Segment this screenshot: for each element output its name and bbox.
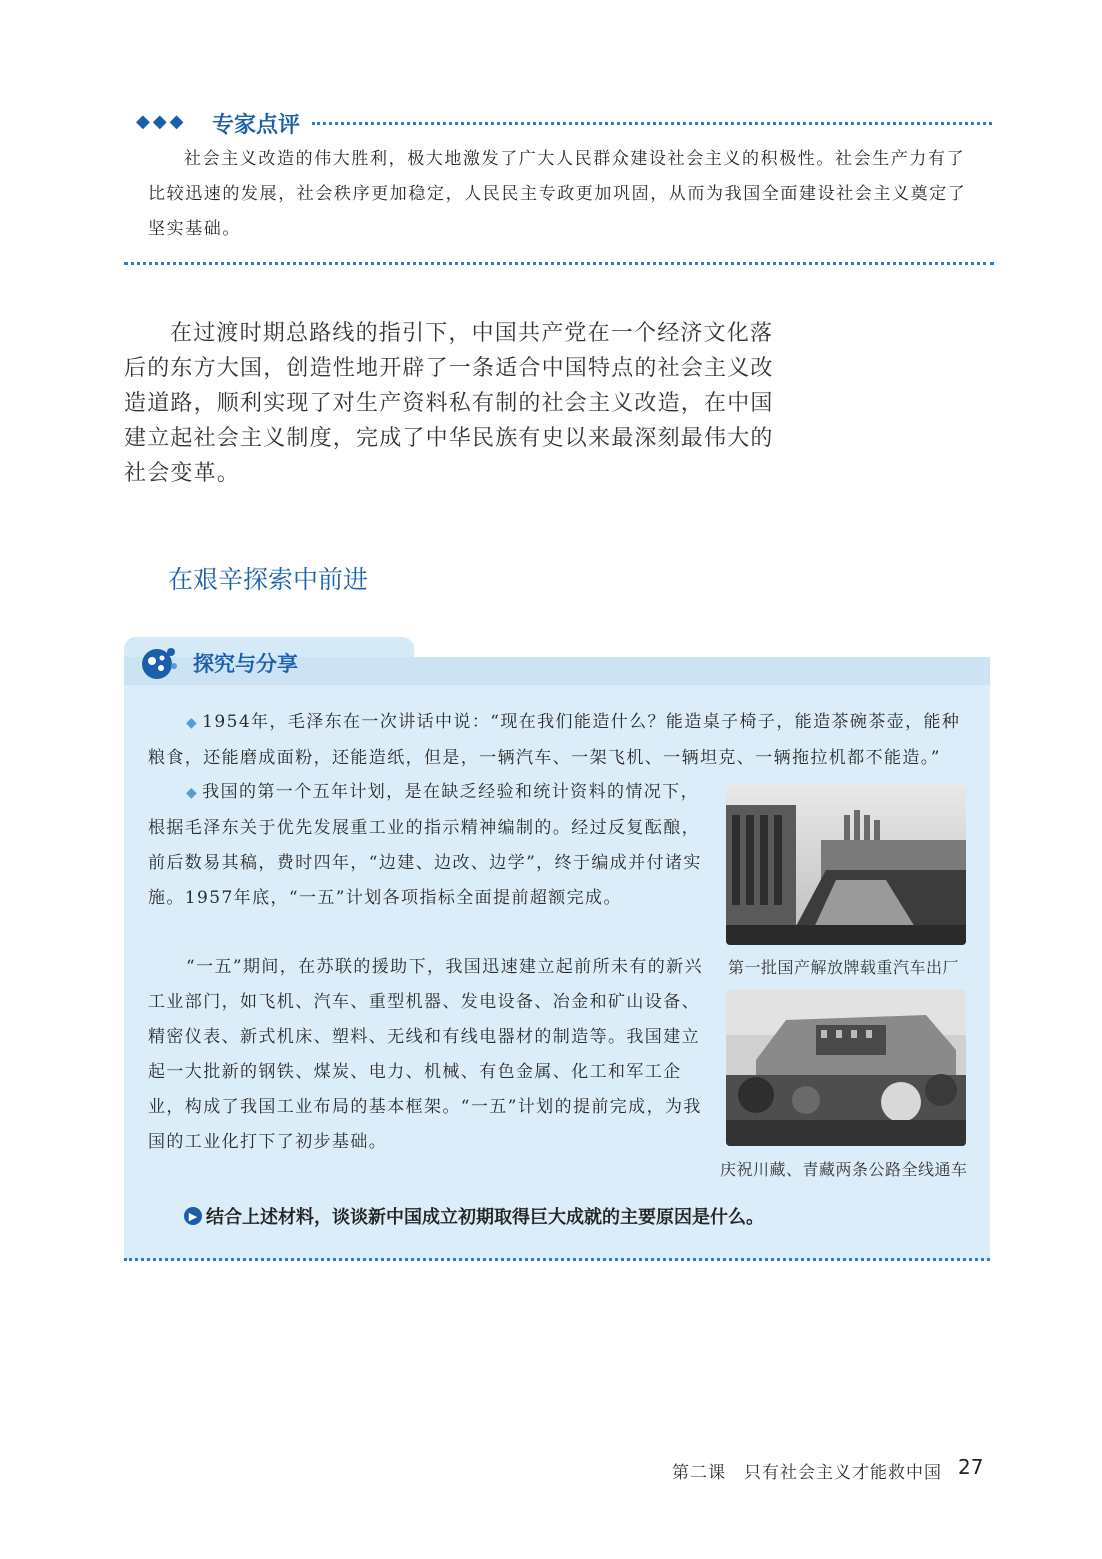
footer-lesson-title: 第二课 只有社会主义才能救中国 [672,1463,942,1483]
photo-caption-2: 庆祝川藏、青藏两条公路全线通车 [720,1160,968,1179]
diamond-bullet-icon: ◆ [186,715,199,731]
photo-caption-1: 第一批国产解放牌载重汽车出厂 [728,958,960,977]
explore-paragraph-1: ◆ 1954年，毛泽东在一次讲话中说：“现在我们能造什么？能造桌子椅子，能造茶碗茶壶，能种粮食，还能磨成面粉，还能造纸，但是，一辆汽车、一架飞机、一辆坦克、一辆拖拉机都不能造。” [148,712,961,768]
expert-comment-title: 专家点评 [212,113,301,138]
explore-paragraph-2: ◆ 我国的第一个五年计划，是在缺乏经验和统计资料的情况下，根据毛泽东关于优先发展重工业的指示精神编制的。经过反复酝酿，前后数易其稿，费时四年，“边建、边改、边学”，终于编成并付诸实施。1957年底，“一五”计划各项指标全面提前超额完成。 [148,782,702,908]
page-number: 27 [958,1455,984,1479]
explore-title: 探究与分享 [193,652,298,676]
truck-factory-photo [726,785,966,945]
section-heading: 在艰辛探索中前进 [168,565,369,594]
explore-paragraph-3: “一五”期间，在苏联的援助下，我国迅速建立起前所未有的新兴工业部门，如飞机、汽车、重型机器、发电设备、冶金和矿山设备、精密仪表、新式机床、塑料、无线和有线电器材的制造等。我国建立起一大批新的钢铁、煤炭、电力、机械、有色金属、化工和军工企业，构成了我国工业布局的基本框架。“一五”计划的提前完成，为我国的工业化打下了初步基础。 [148,957,703,1152]
expert-comment-text: 社会主义改造的伟大胜利，极大地激发了广大人民群众建设社会主义的积极性。社会生产力有了比较迅速的发展，社会秩序更加稳定，人民民主专政更加巩固，从而为我国全面建设社会主义奠定了坚实基础。 [148,149,967,239]
main-paragraph: 在过渡时期总路线的指引下，中国共产党在一个经济文化落后的东方大国，创造性地开辟了一条适合中国特点的社会主义改造道路，顺利实现了对生产资料私有制的社会主义改造，在中国建立起社会主义制度，完成了中华民族有史以来最深刻最伟大的社会变革。 [124,321,774,486]
diamond-bullets-icon: ◆◆◆ [136,111,187,132]
highway-celebration-photo [726,990,966,1146]
explore-box-bottom-divider [124,1258,990,1261]
expert-comment-bottom-divider [124,262,994,265]
explore-share-icon [140,644,178,682]
diamond-bullet-icon: ◆ [186,785,199,801]
discussion-question: ▶ 结合上述材料，谈谈新中国成立初期取得巨大成就的主要原因是什么。 [184,1203,764,1229]
play-arrow-icon: ▶ [184,1207,202,1225]
expert-comment-top-divider [312,122,992,125]
